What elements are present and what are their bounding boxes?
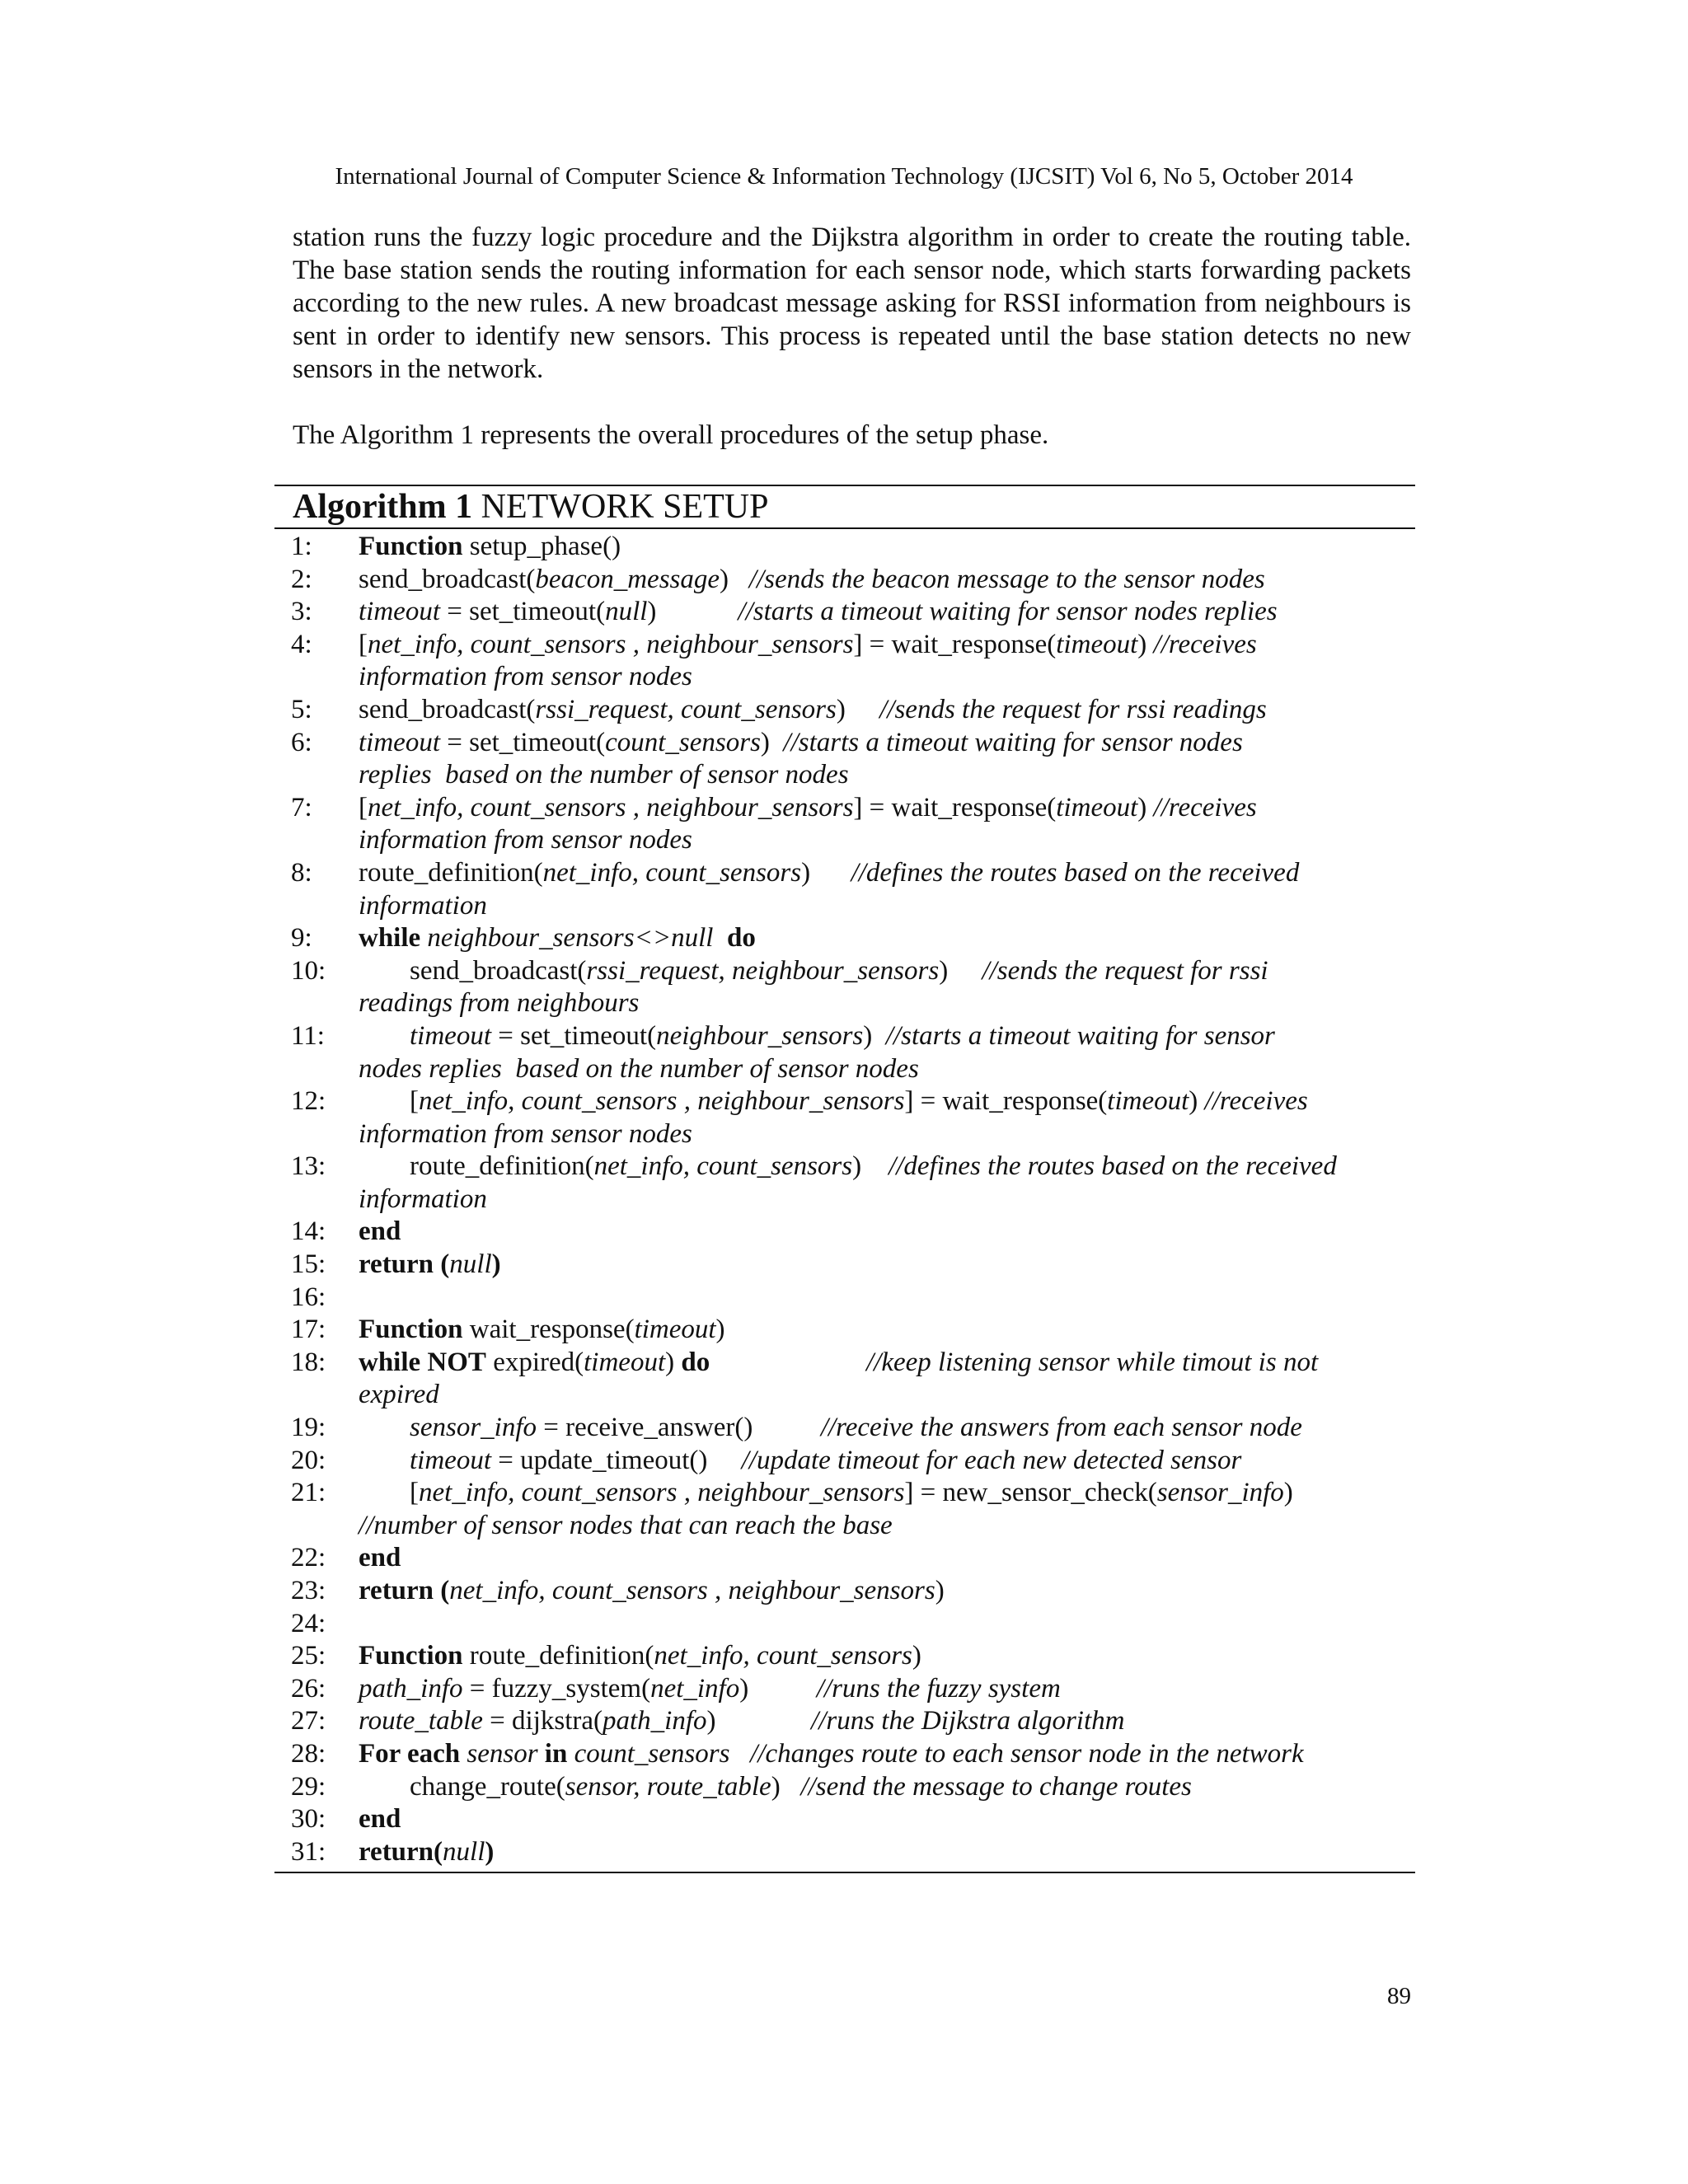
line-number: 4: <box>291 629 312 659</box>
code-segment: = receive_answer() <box>537 1413 821 1443</box>
line-code <box>359 1803 1415 1836</box>
body-paragraph-2: The Algorithm 1 represents the overall procedures of the setup phase. <box>293 420 1049 450</box>
line-number: 6: <box>291 727 312 757</box>
algorithm-box <box>274 485 1415 1873</box>
code-segment: count_sensors //changes route to each sensor node in the network <box>567 1738 1304 1769</box>
line-code <box>359 1738 1415 1771</box>
line-code <box>359 564 1415 597</box>
algorithm-line <box>274 1314 1415 1347</box>
code-segment: //runs the fuzzy system <box>816 1673 1061 1704</box>
body-paragraph-1: station runs the fuzzy logic procedure and the Dijkstra algorithm in order to create the routing table. The base station sends the routing information for each sensor node, which starts forwarding packets according to the new rules. A new broadcast message asking for RSSI information from neighbours is sent in order to identify new sensors. This process is repeated until the base station detects no new sensors in the network. <box>293 223 1411 384</box>
code-segment: //sends the beacon message to the sensor nodes <box>748 564 1265 594</box>
code-segment: [ <box>410 1086 419 1117</box>
algorithm-line <box>274 1542 1415 1575</box>
line-code <box>359 1445 1415 1478</box>
line-code <box>359 1249 1415 1282</box>
code-segment: neighbour_sensors <box>656 1020 864 1051</box>
code-segment: net_info, count_sensors , neighbour_sensors <box>419 1086 905 1117</box>
code-segment: ] = wait_response( <box>853 629 1057 659</box>
code-segment: net_info, count_sensors <box>542 857 802 888</box>
algorithm-line <box>274 1445 1415 1478</box>
line-number: 12: <box>291 1086 326 1117</box>
code-segment: send_broadcast( <box>359 694 536 724</box>
code-segment: net_info, count_sensors <box>593 1151 853 1182</box>
code-segment: information from sensor nodes <box>359 825 692 855</box>
code-segment: information from sensor nodes <box>359 1118 692 1149</box>
line-number: 10: <box>291 955 326 986</box>
line-number: 25: <box>291 1641 326 1671</box>
code-segment: ) <box>760 727 784 757</box>
code-segment: in <box>544 1738 568 1769</box>
algorithm-line <box>274 1020 1415 1053</box>
algorithm-line-continuation <box>274 1118 1415 1151</box>
line-code <box>359 1314 1415 1347</box>
line-number: 11: <box>291 1020 325 1051</box>
code-segment: ] = wait_response( <box>904 1086 1108 1117</box>
algorithm-line <box>274 694 1415 727</box>
algorithm-line <box>274 1477 1415 1510</box>
line-number: 15: <box>291 1249 326 1280</box>
code-segment: For each <box>359 1738 461 1769</box>
line-number: 22: <box>291 1543 326 1573</box>
algorithm-label: Algorithm 1 <box>293 488 473 526</box>
algorithm-line-continuation <box>274 1379 1415 1412</box>
line-number: 30: <box>291 1804 326 1835</box>
code-segment: = update_timeout() <box>490 1445 742 1475</box>
algorithm-line <box>274 955 1415 988</box>
code-segment: route_definition( <box>410 1151 594 1182</box>
code-segment: while <box>359 923 421 954</box>
code-segment: send_broadcast( <box>410 955 587 986</box>
algorithm-line <box>274 1705 1415 1738</box>
algorithm-line <box>274 1085 1415 1118</box>
line-code <box>359 694 1415 727</box>
line-number: 23: <box>291 1576 326 1605</box>
line-number: 28: <box>291 1738 326 1769</box>
code-segment: //starts a timeout waiting for sensor nodes replies <box>738 597 1278 627</box>
code-segment: sensor_info <box>410 1413 537 1443</box>
code-segment: neighbour_sensors<>null <box>420 923 714 954</box>
line-number: 14: <box>291 1216 326 1247</box>
code-segment: ) <box>1189 1086 1205 1117</box>
code-segment: //sends the request for rssi readings <box>879 694 1267 724</box>
code-segment: expired( <box>485 1347 584 1377</box>
code-segment: ) <box>801 857 851 888</box>
line-code <box>359 727 1415 760</box>
code-segment: count_sensors <box>605 727 761 757</box>
code-segment: ) <box>852 1151 889 1182</box>
line-number: 24: <box>291 1608 326 1638</box>
code-segment: wait_response( <box>462 1315 635 1345</box>
algorithm-line-continuation <box>274 890 1415 923</box>
code-segment: ) <box>1137 629 1154 659</box>
code-segment: nodes replies based on the number of sensor nodes <box>359 1053 919 1084</box>
code-segment: timeout <box>410 1445 491 1475</box>
code-segment: net_info, count_sensors <box>654 1641 912 1671</box>
code-segment: Function <box>359 1315 463 1345</box>
line-number: 20: <box>291 1445 326 1475</box>
code-segment: ) <box>720 564 749 594</box>
algorithm-line <box>274 1771 1415 1804</box>
code-segment: return( <box>359 1836 443 1867</box>
code-segment: beacon_message <box>535 564 720 594</box>
algorithm-title <box>274 486 1415 527</box>
algorithm-line <box>274 1282 1415 1315</box>
algorithm-bottom-rule <box>274 1872 1415 1873</box>
algorithm-line-continuation <box>274 1053 1415 1086</box>
algorithm-line <box>274 629 1415 662</box>
code-segment: ) <box>739 1673 817 1704</box>
algorithm-line <box>274 792 1415 825</box>
line-code <box>359 531 1415 564</box>
line-code <box>359 1836 1415 1869</box>
code-segment: timeout <box>1056 629 1138 659</box>
line-number: 13: <box>291 1151 326 1182</box>
code-segment: timeout <box>1056 792 1138 823</box>
line-code <box>359 1477 1415 1510</box>
code-segment: //starts a timeout waiting for sensor nodes <box>783 727 1243 757</box>
algorithm-line <box>274 1151 1415 1183</box>
line-number: 9: <box>291 923 312 954</box>
line-code <box>359 955 1415 988</box>
line-code <box>359 1020 1415 1053</box>
code-segment: //receive the answers from each sensor node <box>820 1413 1302 1443</box>
line-number: 29: <box>291 1771 326 1802</box>
page-number: 89 <box>1387 1983 1411 2009</box>
algorithm-line <box>274 1738 1415 1771</box>
code-segment: //receives <box>1204 1086 1308 1117</box>
algorithm-line <box>274 1640 1415 1673</box>
code-segment: //defines the routes based on the received <box>889 1151 1337 1182</box>
code-segment: information <box>359 890 487 921</box>
line-code <box>359 1640 1415 1673</box>
code-segment: while NOT <box>359 1347 486 1377</box>
code-segment: null <box>449 1249 492 1280</box>
code-segment: sensor_info <box>1156 1478 1284 1508</box>
code-segment: ) <box>1137 792 1154 823</box>
algorithm-line-continuation <box>274 987 1415 1020</box>
code-segment: readings from neighbours <box>359 988 640 1019</box>
code-segment: do <box>681 1347 710 1377</box>
line-number: 21: <box>291 1478 326 1508</box>
code-segment: timeout <box>584 1347 666 1377</box>
line-code <box>359 1705 1415 1738</box>
code-segment: ) <box>863 1020 886 1051</box>
line-number: 27: <box>291 1706 326 1736</box>
code-segment: //starts a timeout waiting for sensor <box>885 1020 1275 1051</box>
line-code <box>359 629 1415 662</box>
line-number: 5: <box>291 694 312 724</box>
line-number: 31: <box>291 1836 326 1867</box>
code-segment: //keep listening sensor while timout is not <box>865 1347 1319 1377</box>
algorithm-line <box>274 1347 1415 1380</box>
code-segment: end <box>359 1804 401 1835</box>
code-segment: ) <box>491 1249 501 1280</box>
running-head: International Journal of Computer Science & Information Technology (IJCSIT) Vol 6, No 5, October 2014 <box>335 163 1353 190</box>
code-segment: //runs the Dijkstra algorithm <box>811 1706 1125 1736</box>
code-segment: //sends the request for rssi <box>982 955 1268 986</box>
line-code <box>359 1575 1415 1608</box>
algorithm-line-continuation <box>274 1183 1415 1216</box>
algorithm-line <box>274 1836 1415 1869</box>
code-segment: route_definition( <box>359 857 543 888</box>
code-segment: //receives <box>1153 629 1257 659</box>
line-number: 17: <box>291 1315 326 1345</box>
code-segment: null <box>605 597 648 627</box>
code-segment: return ( <box>359 1249 450 1280</box>
algorithm-line <box>274 531 1415 564</box>
code-segment: //defines the routes based on the received <box>851 857 1300 888</box>
algorithm-line <box>274 1803 1415 1836</box>
code-segment: path_info <box>603 1706 707 1736</box>
line-code <box>359 1151 1415 1183</box>
code-segment: route_definition( <box>462 1641 654 1671</box>
code-segment: change_route( <box>410 1771 565 1802</box>
algorithm-name: NETWORK SETUP <box>481 488 769 526</box>
code-segment: rssi_request, neighbour_sensors <box>586 955 940 986</box>
algorithm-lines <box>274 529 1415 1872</box>
code-segment: [ <box>410 1478 419 1508</box>
code-segment: net_info, count_sensors , neighbour_sensors <box>368 792 854 823</box>
line-code <box>359 922 1415 955</box>
line-number: 7: <box>291 792 312 823</box>
code-segment: Function <box>359 532 463 561</box>
code-segment: = dijkstra( <box>482 1706 603 1736</box>
code-segment: net_info, count_sensors , neighbour_sensors <box>419 1478 905 1508</box>
code-segment: //send the message to change routes <box>800 1771 1192 1802</box>
code-segment: ) <box>771 1771 801 1802</box>
code-segment: Function <box>359 1641 463 1671</box>
code-segment: send_broadcast( <box>359 564 536 594</box>
code-segment: do <box>726 923 756 954</box>
line-code <box>359 1542 1415 1575</box>
line-code <box>359 1771 1415 1804</box>
line-number: 1: <box>291 532 312 561</box>
line-code <box>359 1412 1415 1445</box>
code-segment: = set_timeout( <box>490 1020 657 1051</box>
code-segment: = set_timeout( <box>439 727 606 757</box>
code-segment: //number of sensor nodes that can reach the base <box>359 1510 893 1540</box>
code-segment: net_info, count_sensors , neighbour_sensors <box>368 629 854 659</box>
algorithm-line <box>274 1249 1415 1282</box>
line-code <box>359 1347 1415 1380</box>
code-segment: //update timeout for each new detected sensor <box>741 1445 1242 1475</box>
code-segment: information <box>359 1183 487 1214</box>
code-segment: replies based on the number of sensor nodes <box>359 760 849 790</box>
code-segment: ) <box>485 1836 495 1867</box>
code-segment: return ( <box>359 1576 450 1605</box>
line-number: 2: <box>291 564 312 594</box>
line-code <box>359 1216 1415 1249</box>
line-number: 8: <box>291 857 312 888</box>
line-number: 3: <box>291 597 312 627</box>
code-segment: ) <box>665 1347 682 1377</box>
algorithm-line <box>274 727 1415 760</box>
code-segment: timeout <box>359 597 440 627</box>
line-code <box>359 1673 1415 1706</box>
algorithm-line-continuation <box>274 824 1415 857</box>
algorithm-line <box>274 596 1415 629</box>
code-segment: ) <box>912 1641 921 1671</box>
code-segment <box>710 1347 866 1377</box>
code-segment: = set_timeout( <box>439 597 606 627</box>
code-segment: expired <box>359 1380 439 1410</box>
code-segment: ] = wait_response( <box>853 792 1057 823</box>
algorithm-line <box>274 1216 1415 1249</box>
code-segment: end <box>359 1216 401 1247</box>
code-segment: rssi_request, count_sensors <box>535 694 837 724</box>
algorithm-line-continuation <box>274 661 1415 694</box>
line-code <box>359 1282 1415 1315</box>
line-code <box>359 1085 1415 1118</box>
algorithm-line <box>274 1673 1415 1706</box>
line-number: 16: <box>291 1282 326 1312</box>
code-segment: ) <box>939 955 982 986</box>
line-number: 18: <box>291 1347 326 1377</box>
code-segment: ) <box>706 1706 812 1736</box>
code-segment <box>713 923 727 953</box>
code-segment: ) <box>935 1576 945 1605</box>
code-segment: end <box>359 1543 401 1573</box>
code-segment: setup_phase() <box>462 532 621 561</box>
code-segment: ) <box>715 1315 725 1345</box>
line-code <box>359 596 1415 629</box>
code-segment: net_info, count_sensors , neighbour_sensors <box>449 1576 935 1605</box>
code-segment: ) <box>1283 1478 1293 1508</box>
code-segment: timeout <box>410 1020 491 1051</box>
code-segment: ) <box>647 597 738 627</box>
code-segment: ) <box>836 694 880 724</box>
code-segment: timeout <box>1107 1086 1189 1117</box>
algorithm-line <box>274 1608 1415 1641</box>
algorithm-line-continuation <box>274 759 1415 792</box>
algorithm-line-continuation <box>274 1510 1415 1543</box>
line-code <box>359 792 1415 825</box>
algorithm-line <box>274 564 1415 597</box>
algorithm-line <box>274 1412 1415 1445</box>
line-code <box>359 857 1415 890</box>
code-segment: ] = new_sensor_check( <box>904 1478 1157 1508</box>
algorithm-line <box>274 857 1415 890</box>
code-segment: null <box>443 1836 485 1867</box>
line-code <box>359 1608 1415 1641</box>
algorithm-line <box>274 1575 1415 1608</box>
code-segment: timeout <box>359 727 440 757</box>
code-segment: net_info <box>650 1673 740 1704</box>
code-segment: path_info <box>359 1673 463 1704</box>
code-segment: sensor <box>460 1738 545 1769</box>
code-segment: = fuzzy_system( <box>462 1673 651 1704</box>
code-segment: route_table <box>359 1706 483 1736</box>
code-segment: [ <box>359 629 368 659</box>
code-segment: sensor, route_table <box>565 1771 771 1802</box>
code-segment: [ <box>359 792 368 823</box>
algorithm-line <box>274 922 1415 955</box>
code-segment: //receives <box>1153 792 1257 823</box>
code-segment: timeout <box>634 1315 716 1345</box>
line-number: 26: <box>291 1673 326 1704</box>
code-segment: information from sensor nodes <box>359 662 692 692</box>
line-number: 19: <box>291 1413 326 1443</box>
